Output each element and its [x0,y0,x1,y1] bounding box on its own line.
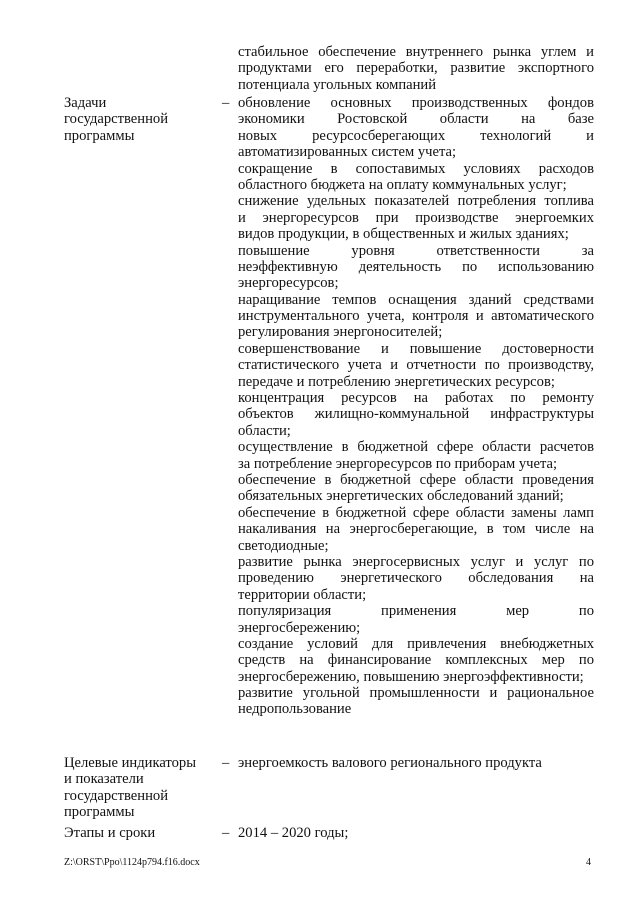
task-line: за потребление энергоресурсов по приборам учета; [238,455,558,472]
task-line: обновление основных производственных фондов [238,95,594,111]
task-line: популяризация применения мер по [238,603,594,620]
task-line: наращивание темпов оснащения зданий средствами [238,291,594,308]
task-line: энергоресурсов; [238,275,339,292]
task-line: энергосбережению; [238,619,361,636]
task-line: совершенствование и повышение достоверности [238,340,594,357]
task-line: повышение уровня ответственности за [238,242,594,259]
task-line: инструментального учета, контроля и автоматического [238,308,594,325]
task-line: областного бюджета на оплату коммунальных услуг; [238,176,567,193]
task-line: развитие угольной промышленности и рациональное [238,685,594,702]
continuation-text [238,44,594,93]
indicators-label-line: Целевые индикаторы [64,755,197,771]
stages-content [238,825,594,841]
indicators-dash: – [222,755,230,771]
task-line: и энергоресурсов при производстве энергоемких [238,209,594,226]
task-line: обеспечение в бюджетной сфере области замены ламп [238,504,594,521]
task-line: средств на финансирование комплексных мер по [238,652,594,669]
task-line: статистического учета и отчетности по производству, [238,357,594,374]
task-line: передаче и потреблению энергетических ресурсов; [238,373,555,390]
task-line: накаливания на энергосберегающие, в том числе на [238,521,594,538]
stages-label-line: Этапы и сроки [64,825,156,841]
task-line: проведению энергетического обследования на [238,570,594,587]
footer-file-path: Z:\ORST\Ppo\1124p794.f16.docx [64,857,200,868]
indicators-label-line: программы [64,804,135,821]
indicators-label [64,755,214,821]
task-line: снижение удельных показателей потребления топлива [238,193,594,210]
tasks-label [64,95,214,144]
task-line: регулирования энергоносителей; [238,324,443,341]
task-line: неэффективную деятельность по использованию [238,258,594,275]
task-line: области; [238,422,291,439]
task-line: сокращение в сопоставимых условиях расходов [238,160,594,177]
task-line: развитие рынка энергосервисных услуг и услуг по [238,553,594,570]
task-line: энергосбережению, повышению энергоэффективности; [238,668,584,685]
continuation-line: продуктами его переработки, развитие экспортного [238,60,594,77]
task-line: объектов жилищно-коммунальной инфраструктуры [238,406,594,423]
task-line: видов продукции, в общественных и жилых зданиях; [238,226,569,243]
task-line: обеспечение в бюджетной сфере области проведения [238,471,594,488]
indicators-label-line: и показатели [64,771,144,788]
tasks-content [238,95,594,718]
indicators-label-line: государственной [64,787,169,804]
tasks-dash: – [222,95,230,111]
task-line: экономики Ростовской области на базе [238,111,594,128]
stages-label [64,825,214,841]
task-line: обязательных энергетических обследований зданий; [238,488,564,505]
tasks-label-line: Задачи [64,95,107,111]
task-line: недропользование [238,701,352,718]
task-line: новых ресурсосберегающих технологий и [238,127,594,144]
task-line: автоматизированных систем учета; [238,144,457,161]
indicators-content [238,755,594,771]
stages-dash: – [222,825,230,841]
task-line: светодиодные; [238,537,329,554]
tasks-label-line: государственной [64,111,169,128]
footer-page-number: 4 [586,857,591,868]
tasks-label-line: программы [64,127,135,144]
continuation-line: стабильное обеспечение внутреннего рынка углем и [238,44,594,60]
continuation-line: потенциала угольных компаний [238,76,437,93]
task-line: создание условий для привлечения внебюджетных [238,635,594,652]
task-line: территории области; [238,586,367,603]
stage-line: 2014 – 2020 годы; [238,825,349,841]
task-line: концентрация ресурсов на работах по ремонту [238,390,594,407]
indicator-line: энергоемкость валового регионального продукта [238,755,542,771]
task-line: осуществление в бюджетной сфере области расчетов [238,439,594,456]
